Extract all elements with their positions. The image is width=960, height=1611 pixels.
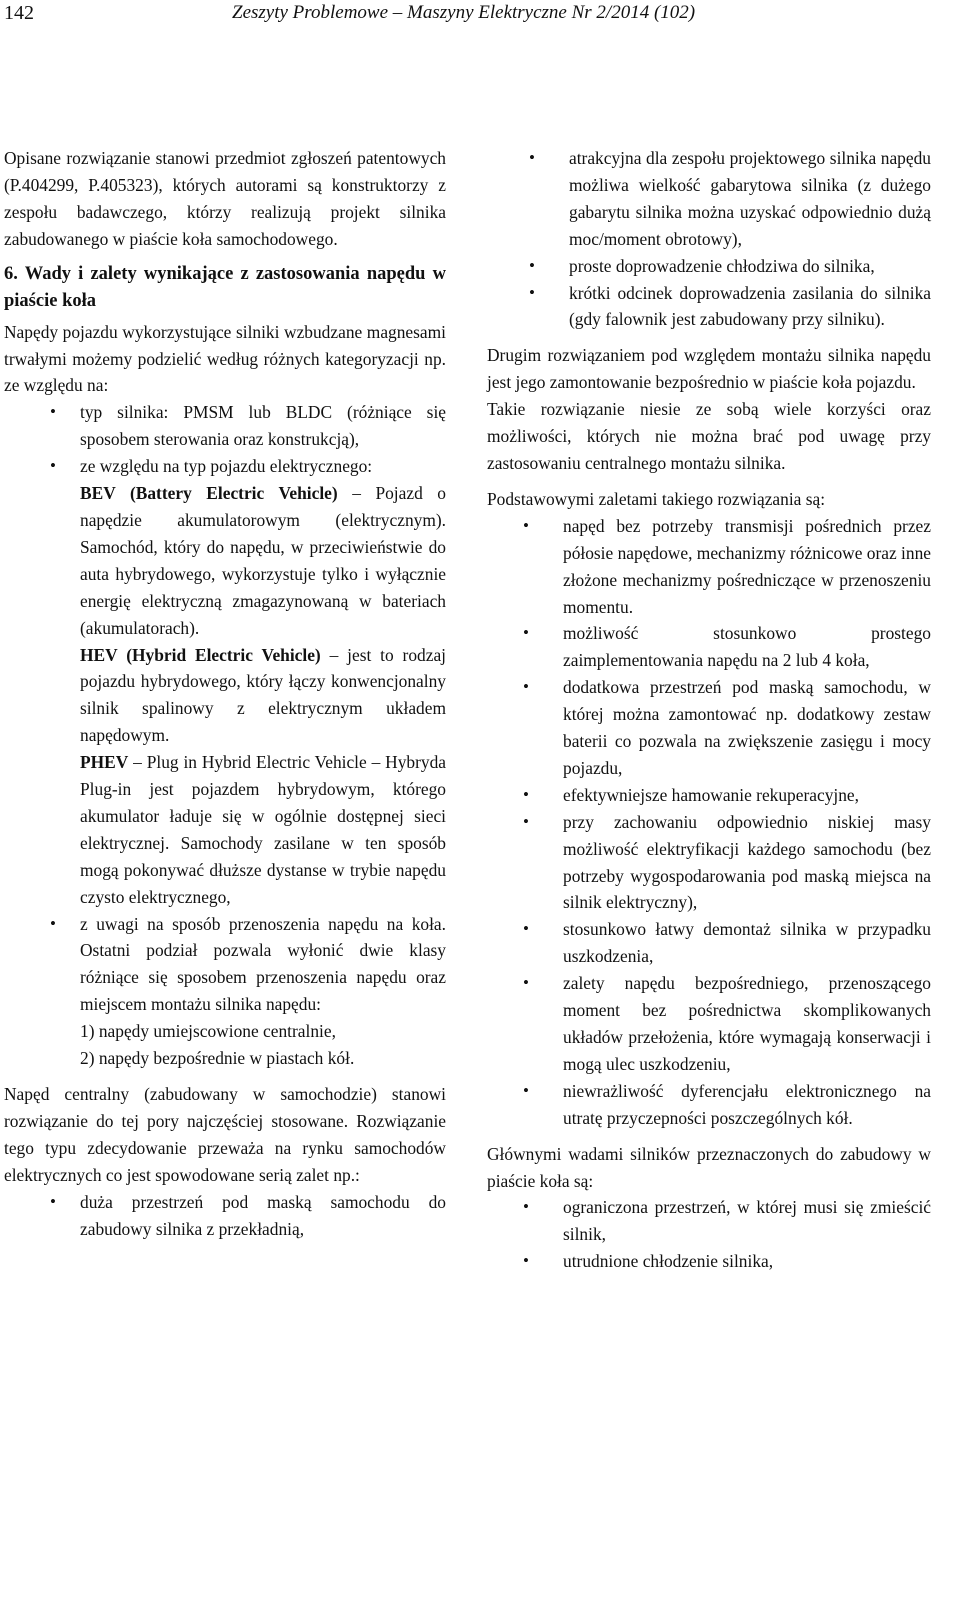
central-advantages-list bbox=[4, 1189, 446, 1243]
list-item-text: zalety napędu bezpośredniego, przenoszącego moment bez pośrednictwa skomplikowanych układów przełożenia, które wymagają konserwacji i mogą ulec uszkodzeniu, bbox=[563, 973, 931, 1074]
list-item bbox=[487, 674, 931, 782]
hub-advantages-list bbox=[487, 513, 931, 1132]
bev-term: BEV (Battery Electric Vehicle) bbox=[80, 483, 338, 504]
list-item-text: przy zachowaniu odpowiednio niskiej masy możliwość elektryfikacji każdego samochodu (bez potrzeby wygospodarowania pod maską miejsca na silnik elektryczny), bbox=[563, 811, 931, 913]
central-advantages-list-cont bbox=[487, 145, 931, 333]
list-item-text: napęd bez potrzeby transmisji pośrednich przez półosie napędowe, mechanizmy różnicowe oraz inne złożone mechanizmy pośredniczące w przenoszeniu momentu. bbox=[563, 515, 931, 617]
section-heading: 6. Wady i zalety wynikające z zastosowania napędu w piaście koła bbox=[4, 263, 446, 311]
list-item bbox=[4, 911, 446, 1072]
right-column bbox=[487, 145, 931, 1275]
list-item-text: krótki odcinek doprowadzenia zasilania do silnika (gdy falownik jest zabudowany przy silniku). bbox=[569, 282, 931, 330]
vehicle-type-text: ze względu na typ pojazdu elektrycznego: bbox=[80, 456, 373, 477]
list-item bbox=[487, 620, 931, 674]
list-item bbox=[487, 1194, 931, 1248]
list-item-text: dodatkowa przestrzeń pod maską samochodu, w której można zamontować np. dodatkowy zestaw baterii co pozwala na zwiększenie zasięgu i mocy pojazdu, bbox=[563, 677, 931, 778]
list-item-text: utrudnione chłodzenie silnika, bbox=[563, 1251, 774, 1272]
intro-paragraph: Opisane rozwiązanie stanowi przedmiot zgłoszeń patentowych (P.404299, P.405323), których autorami są konstruktorzy z zespołu badawczego, którzy realizują projekt silnika zabudowanego w piaście koła samochodowego. bbox=[4, 148, 446, 249]
transmission-text: z uwagi na sposób przenoszenia napędu na koła. Ostatni podział pozwala wyłonić dwie klasy różniące się sposobem przenoszenia napędu oraz miejscem montażu silnika napędu: bbox=[80, 913, 446, 1015]
advantages-intro: Podstawowymi zaletami takiego rozwiązania są: bbox=[487, 488, 826, 509]
phev-term: PHEV bbox=[80, 752, 129, 773]
hev-definition bbox=[80, 642, 446, 750]
bev-definition bbox=[80, 480, 446, 641]
enum-item-2: 2) napędy bezpośrednie w piastach kół. bbox=[80, 1048, 355, 1069]
list-item-text: stosunkowo łatwy demontaż silnika w przypadku uszkodzenia, bbox=[563, 919, 931, 967]
journal-title: Zeszyty Problemowe – Maszyny Elektryczne Nr 2/2014 (102) bbox=[232, 2, 696, 23]
list-item-text: możliwość stosunkowo prostego zaimplementowania napędu na 2 lub 4 koła, bbox=[563, 623, 931, 671]
list-item-text: niewrażliwość dyferencjału elektronicznego na utratę przyczepności poszczególnych kół. bbox=[563, 1080, 931, 1128]
hev-term: HEV (Hybrid Electric Vehicle) bbox=[80, 644, 321, 665]
hev-text: – jest to rodzaj pojazdu hybrydowego, który łączy konwencjonalny silnik spalinowy z elektrycznym układem napędowym. bbox=[80, 644, 447, 746]
central-drive-paragraph: Napęd centralny (zabudowany w samochodzie) stanowi rozwiązanie do tej pory najczęściej stosowane. Rozwiązanie tego typu zdecydowanie przeważa na rynku samochodów elektrycznych co jest spowodowane serią zalet np.: bbox=[4, 1084, 446, 1185]
categorization-paragraph: Napędy pojazdu wykorzystujące silniki wzbudzane magnesami trwałymi możemy podzielić według różnych kategoryzacji np. ze względu na: bbox=[4, 321, 446, 396]
benefits-paragraph: Takie rozwiązanie niesie ze sobą wiele korzyści oraz możliwości, których nie można brać pod uwagę przy zastosowaniu centralnego montażu silnika. bbox=[487, 399, 931, 473]
hub-disadvantages-list bbox=[487, 1194, 931, 1275]
list-item bbox=[4, 453, 446, 910]
phev-definition bbox=[80, 749, 446, 910]
motor-type-text: typ silnika: PMSM lub BLDC (różniące się sposobem sterowania oraz konstrukcją), bbox=[80, 402, 446, 450]
list-item bbox=[487, 253, 931, 280]
list-item bbox=[487, 1078, 931, 1132]
list-item bbox=[487, 809, 931, 917]
list-item bbox=[487, 280, 931, 334]
list-item-text: efektywniejsze hamowanie rekuperacyjne, bbox=[563, 784, 859, 805]
enum-item-1: 1) napędy umiejscowione centralnie, bbox=[80, 1021, 336, 1042]
hub-drive-paragraph: Drugim rozwiązaniem pod względem montażu silnika napędu jest jego zamontowanie bezpośrednio w piaście koła pojazdu. bbox=[487, 345, 931, 393]
list-item bbox=[487, 970, 931, 1078]
list-item bbox=[487, 145, 931, 253]
page-number: 142 bbox=[4, 2, 34, 24]
phev-text: – Plug in Hybrid Electric Vehicle – Hybryda Plug-in jest pojazdem hybrydowym, którego akumulator ładuje się w ogólnie dostępnej sieci elektrycznej. Samochody zasilane w ten sposób mogą pokonywać dłuższe dystanse w trybie napędu czysto elektrycznego, bbox=[80, 752, 446, 907]
list-item-text: atrakcyjna dla zespołu projektowego silnika napędu możliwa wielkość gabarytowa silnika (z dużego gabarytu silnika można uzyskać odpowiednio dużą moc/moment obrotowy), bbox=[569, 148, 931, 249]
list-item bbox=[487, 782, 931, 809]
list-item bbox=[4, 1189, 446, 1243]
list-item bbox=[487, 916, 931, 970]
list-item-text: proste doprowadzenie chłodziwa do silnika, bbox=[569, 255, 875, 276]
list-item-text: duża przestrzeń pod maską samochodu do zabudowy silnika z przekładnią, bbox=[80, 1191, 446, 1239]
bev-text: – Pojazd o napędzie akumulatorowym (elektrycznym). Samochód, który do napędu, w przeciwieństwie do auta hybrydowego, wykorzystuje tylko i wyłącznie energię elektryczną zmagazynowaną w bateriach (akumulatorach). bbox=[80, 483, 446, 638]
list-item bbox=[487, 1248, 931, 1275]
list-item bbox=[487, 513, 931, 621]
page-header bbox=[0, 0, 960, 52]
categorization-list bbox=[4, 399, 446, 1072]
list-item bbox=[4, 399, 446, 453]
disadvantages-intro: Głównymi wadami silników przeznaczonych do zabudowy w piaście koła są: bbox=[487, 1143, 931, 1191]
list-item-text: ograniczona przestrzeń, w której musi się zmieścić silnik, bbox=[563, 1197, 931, 1245]
left-column bbox=[4, 145, 446, 1242]
